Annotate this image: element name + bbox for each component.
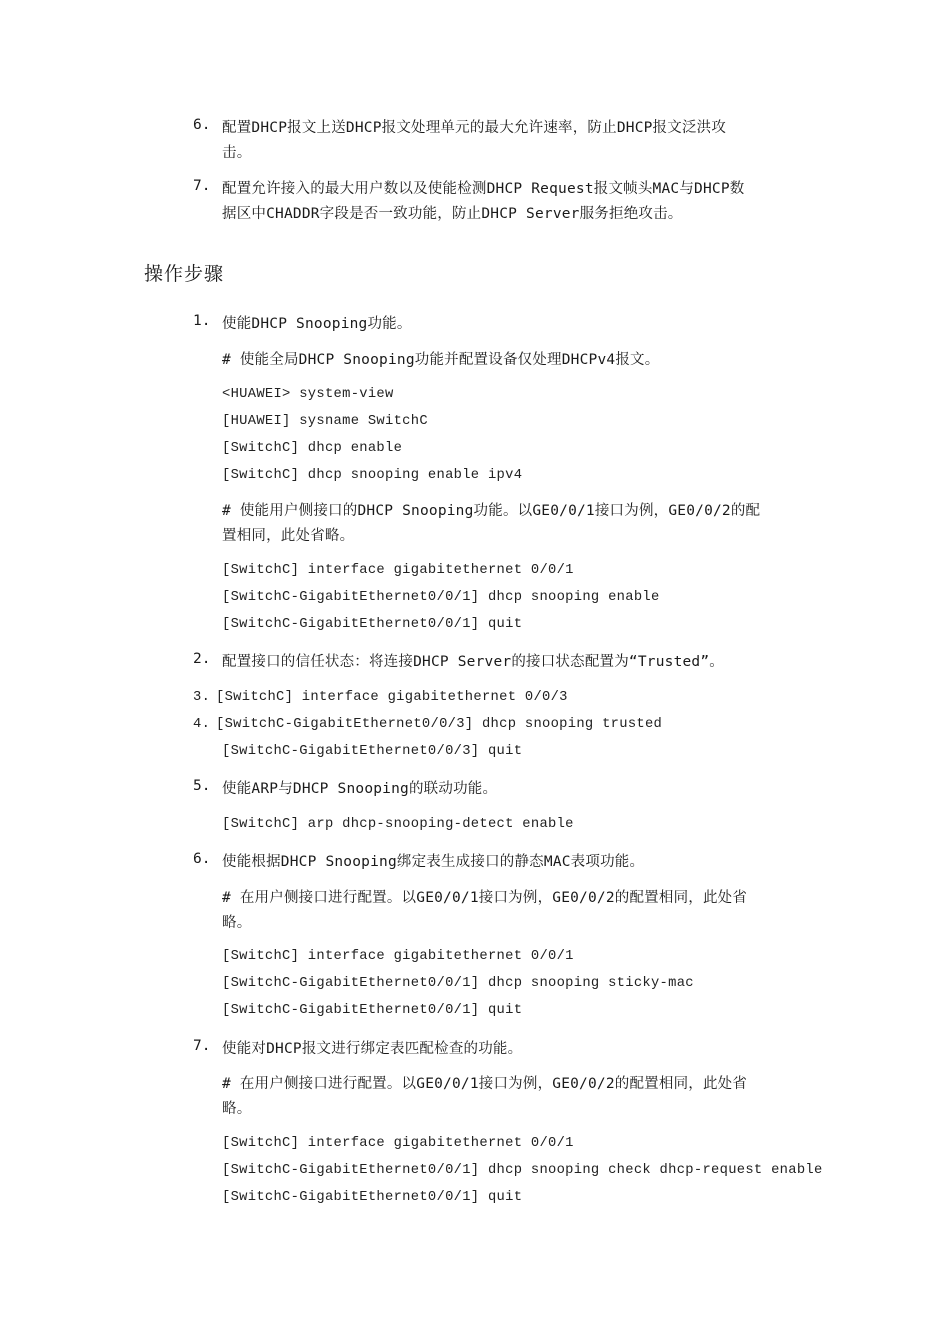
list-number: 3. bbox=[193, 690, 211, 705]
comment-line: # 使能用户侧接口的DHCP Snooping功能。以GE0/0/1接口为例，GE0/0/2的配 bbox=[222, 503, 761, 519]
code-line: [SwitchC-GigabitEthernet0/0/1] dhcp snooping check dhcp-request enable bbox=[222, 1163, 823, 1178]
section-heading: 操作步骤 bbox=[144, 263, 225, 285]
code-line: [SwitchC-GigabitEthernet0/0/3] quit bbox=[222, 744, 523, 759]
code-line: [SwitchC-GigabitEthernet0/0/1] quit bbox=[222, 1190, 523, 1205]
code-line: [SwitchC-GigabitEthernet0/0/1] quit bbox=[222, 617, 523, 632]
step-title: 配置接口的信任状态：将连接DHCP Server的接口状态配置为“Trusted”。 bbox=[222, 654, 724, 670]
step-title: 使能根据DHCP Snooping绑定表生成接口的静态MAC表项功能。 bbox=[222, 854, 645, 870]
step-title: 使能ARP与DHCP Snooping的联动功能。 bbox=[222, 781, 498, 797]
comment-line: 略。 bbox=[222, 1101, 252, 1117]
list-number: 5. bbox=[193, 778, 211, 794]
code-line: [SwitchC] dhcp enable bbox=[222, 441, 403, 456]
step-title: 使能对DHCP报文进行绑定表匹配检查的功能。 bbox=[222, 1041, 523, 1057]
code-line: [SwitchC-GigabitEthernet0/0/3] dhcp snooping trusted bbox=[216, 717, 663, 732]
code-line: [SwitchC-GigabitEthernet0/0/1] dhcp snooping enable bbox=[222, 590, 660, 605]
code-line: [SwitchC-GigabitEthernet0/0/1] quit bbox=[222, 1003, 523, 1018]
list-number: 7. bbox=[193, 1038, 211, 1054]
code-line: <HUAWEI> system-view bbox=[222, 387, 394, 402]
code-line: [SwitchC] interface gigabitethernet 0/0/1 bbox=[222, 563, 574, 578]
code-line: [SwitchC] interface gigabitethernet 0/0/3 bbox=[216, 690, 568, 705]
comment-line: 置相同，此处省略。 bbox=[222, 528, 355, 544]
code-line: [SwitchC] interface gigabitethernet 0/0/1 bbox=[222, 949, 574, 964]
paragraph-line: 据区中CHADDR字段是否一致功能，防止DHCP Server服务拒绝攻击。 bbox=[222, 206, 683, 222]
comment-line: # 使能全局DHCP Snooping功能并配置设备仅处理DHCPv4报文。 bbox=[222, 352, 660, 368]
code-line: [SwitchC-GigabitEthernet0/0/1] dhcp snooping sticky-mac bbox=[222, 976, 694, 991]
list-number: 4. bbox=[193, 717, 211, 732]
code-line: [SwitchC] interface gigabitethernet 0/0/1 bbox=[222, 1136, 574, 1151]
paragraph-line: 击。 bbox=[222, 145, 252, 161]
code-line: [SwitchC] dhcp snooping enable ipv4 bbox=[222, 468, 523, 483]
paragraph-line: 配置DHCP报文上送DHCP报文处理单元的最大允许速率，防止DHCP报文泛洪攻 bbox=[222, 120, 727, 136]
list-number: 6. bbox=[193, 851, 211, 867]
code-line: [SwitchC] arp dhcp-snooping-detect enable bbox=[222, 817, 574, 832]
list-number: 1. bbox=[193, 313, 211, 329]
comment-line: 略。 bbox=[222, 915, 252, 931]
comment-line: # 在用户侧接口进行配置。以GE0/0/1接口为例，GE0/0/2的配置相同，此处省 bbox=[222, 1076, 748, 1092]
list-number: 7. bbox=[193, 178, 211, 194]
list-number: 6. bbox=[193, 117, 211, 133]
code-line: [HUAWEI] sysname SwitchC bbox=[222, 414, 428, 429]
comment-line: # 在用户侧接口进行配置。以GE0/0/1接口为例，GE0/0/2的配置相同，此处省 bbox=[222, 890, 748, 906]
step-title: 使能DHCP Snooping功能。 bbox=[222, 316, 412, 332]
list-number: 2. bbox=[193, 651, 211, 667]
paragraph-line: 配置允许接入的最大用户数以及使能检测DHCP Request报文帧头MAC与DHCP数 bbox=[222, 181, 745, 197]
